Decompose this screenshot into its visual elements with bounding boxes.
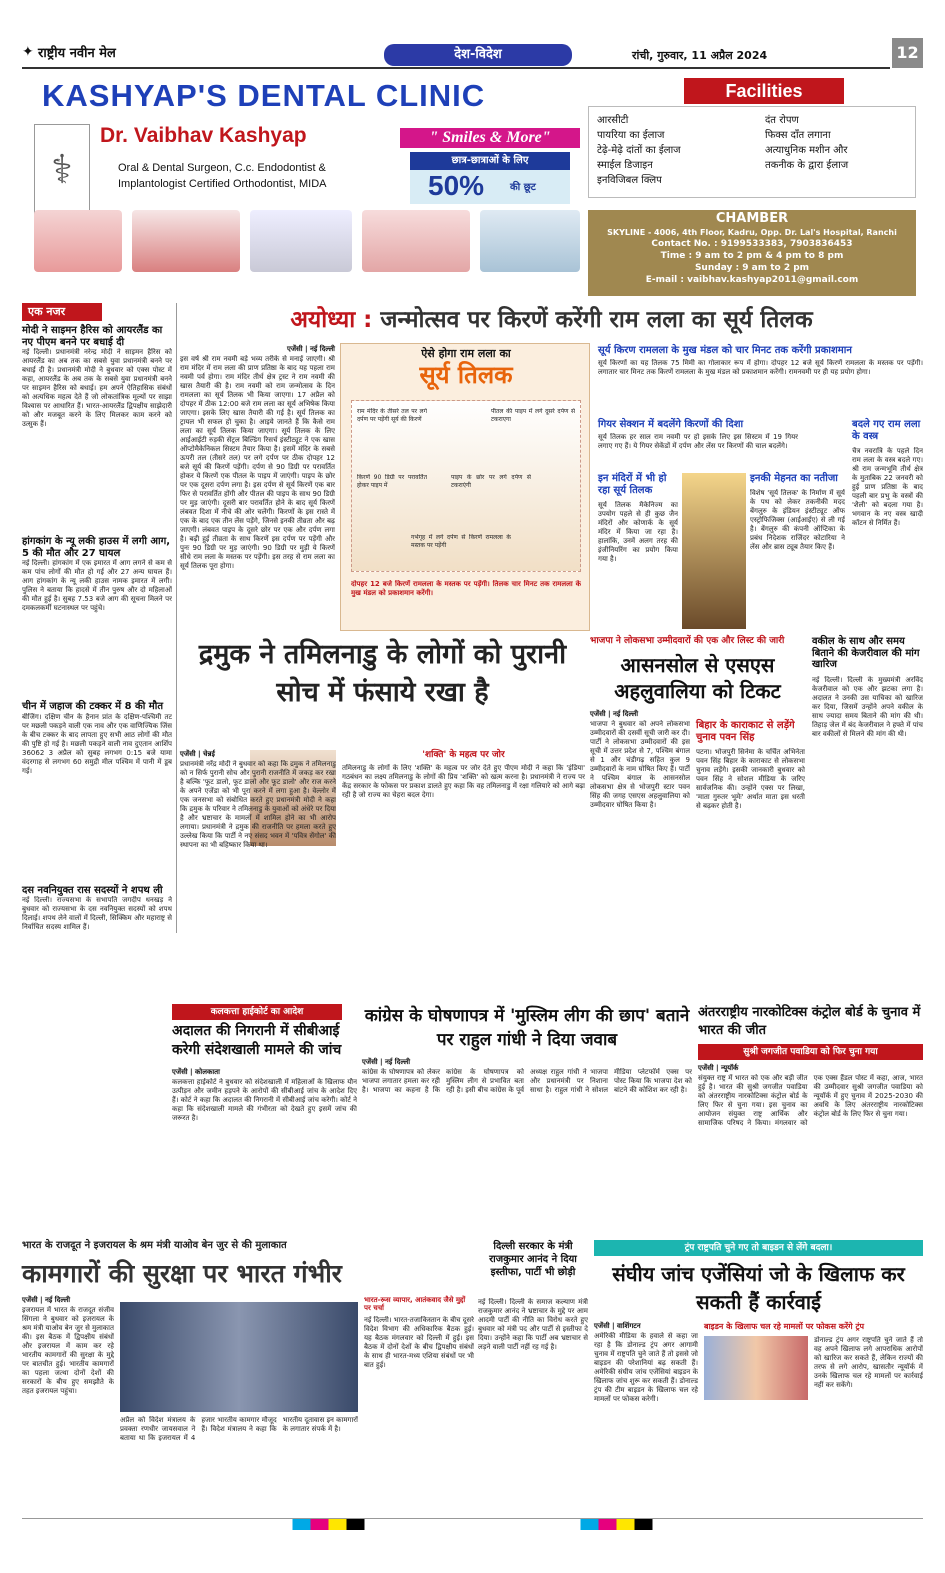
lead-kicker: अयोध्या : (290, 307, 373, 333)
sandeshkhali-body: कलकत्ता हाईकोर्ट ने बुधवार को संदेशखाली में महिलाओं के खिलाफ यौन उत्पीड़न और जमीन हड़पने के आरोपों की सीबीआई जांच के आदेश दिए हैं। कोर्ट ने कहा कि अदालत की निगरानी में सीबीआई जांच करेगी। कोर्ट ने कहा कि संदेशखाली मामले की गंभीरता को देखते हुए इसमें जांच की जरूरत है। (172, 1078, 357, 1122)
facility-item: स्माईल डिजाइन (597, 160, 653, 171)
sidebar-headline: दस नवनियुक्त रास सदस्यों ने शपथ ली (22, 884, 163, 896)
narcotics-kicker: सुश्री जगजीत पवाडिया को फिर चुना गया (698, 1044, 923, 1060)
sandeshkhali-headline: अदालत की निगरानी में सीबीआई करेगी संदेशखाली मामले की जांच (172, 1023, 342, 1058)
color-registration-bar (22, 1518, 923, 1530)
graphic-step: पाइप के छोर पर लगे दर्पण से टकराएंगी (451, 474, 531, 489)
discount-box (410, 152, 570, 204)
dental-photo-3 (250, 210, 352, 272)
tagline: " Smiles & More" (400, 128, 580, 148)
kejriwal-body: नई दिल्ली। दिल्ली के मुख्यमंत्री अरविंद केजरीवाल को एक और झटका लगा है। अदालत ने उनकी उस याचिका को खारिज कर दिया, जिसमें उन्होंने अपने वकील के साथ ज्यादा समय बिताने की मांग की थी। तिहाड़ जेल में बंद केजरीवाल ने हफ्ते में पांच बार वकीलों से मिलने की मांग की थी। (812, 676, 923, 738)
asansol-body: भाजपा ने बुधवार को अपने लोकसभा उम्मीदवारों की दसवीं सूची जारी कर दी। पार्टी ने लोकसभा उम्मीदवारों की इस सूची में उत्तर प्रदेश से 7, पश्चिम बंगाल से 1 और चंडीगढ़ सहित कुल 9 उम्मीदवारों के नाम घोषित किए हैं। पार्टी ने पश्चिम बंगाल के आसनसोल लोकसभा क्षेत्र से भोजपुरी स्टार पवन सिंह की जगह एसएस अहलुवालिया को उम्मीदवार घोषित किया है। (590, 720, 690, 809)
congress-dateline: एजेंसी | नई दिल्ली (362, 1058, 411, 1066)
ambassador-meeting-photo (120, 1302, 358, 1412)
pawan-singh-body: पटना। भोजपुरी सिनेमा के चर्चित अभिनेता पवन सिंह बिहार के काराकाट से लोकसभा चुनाव लड़ेंगे। इसकी जानकारी बुधवार को पवन सिंह ने सोशल मीडिया के जरिए सार्वजनिक की। उन्होंने एक्स पर लिखा, 'माता गुरुतर भूमेः' अर्थात माता इस धरती से बढ़कर होती है। (696, 748, 805, 810)
sidebar-headline: मोदी ने साइमन हैरिस को आयरलैंड का नए पीएम बनने पर बधाई दी (22, 325, 163, 348)
pawan-singh-head: बिहार के काराकाट से लड़ेंगे चुनाव पवन सिंह (696, 720, 795, 743)
trump-body: अमेरिकी मीडिया के हवाले से कहा जा रहा है कि डोनाल्ड ट्रंप अगर आगामी चुनाव में राष्ट्रपति चुने जाते हैं तो इससे जो बाइडन की परेशानियां बढ़ सकती हैं। अमेरिकी संघीय जांच एजेंसियां बाइडन के खिलाफ जांच शुरू कर सकती हैं। डोनाल्ड ट्रंप की टीम बाइडन के खिलाफ चल रहे मामलों पर फोकस करेगी। (594, 1332, 698, 1403)
rajkumar-story (478, 1240, 588, 1502)
israel-dateline: एजेंसी | नई दिल्ली (22, 1296, 71, 1304)
qualification-line-2: Implantologist Certified Orthodontist, MIDA (118, 178, 327, 190)
box1-head: गियर सेक्शन में बदलेंगे किरणों की दिशा (598, 419, 744, 430)
israel-headline: कामगारों की सुरक्षा पर भारत गंभीर (22, 1259, 342, 1288)
discount-suffix: की छूट (510, 182, 536, 193)
narcotics-story (698, 1004, 923, 1236)
facility-item: दंत रोपण (765, 115, 799, 126)
kejriwal-headline: वकील के साथ और समय बिताने की केजरीवाल की मांग खारिज (812, 636, 920, 670)
sandeshkhali-dateline: एजेंसी | कोलकाता (172, 1068, 220, 1076)
surya-tilak-graphic (340, 343, 590, 631)
box4-head: बदले गए राम लला के वस्त्र (852, 419, 921, 442)
trump-story (594, 1240, 923, 1502)
trump-subhead: बाइडन के खिलाफ चल रहे मामलों पर फोकस करेंगे ट्रंप (704, 1322, 865, 1331)
chamber-time: Time : 9 am to 2 pm & 4 pm to 8 pm (660, 250, 844, 261)
dental-photo-5 (480, 210, 580, 272)
lead-dateline: एजेंसी | नई दिल्ली (286, 345, 335, 353)
tajikistan-story (364, 1296, 474, 1502)
dmk-story (180, 636, 585, 998)
dmk-subhead: 'शक्ति' के महत्व पर जोर (422, 750, 505, 760)
congress-headline: कांग्रेस के घोषणापत्र में 'मुस्लिम लीग की छाप' बताने पर राहुल गांधी ने दिया जवाब (364, 1006, 690, 1050)
rajkumar-body: नई दिल्ली। दिल्ली के समाज कल्याण मंत्री राजकुमार आनंद ने भ्रष्टाचार के मुद्दे पर आम आदमी पार्टी की नीति का विरोध करते हुए बुधवार को मंत्री पद और पार्टी से इस्तीफा दे दिया। उन्होंने कहा कि पार्टी अब भ्रष्टाचार से लड़ने वाली पार्टी नहीं रह गई है। (478, 1298, 588, 1351)
biden-trump-photo (704, 1336, 808, 1400)
graphic-step: राम मंदिर के तीसरे तल पर लगे दर्पण पर पड़ेंगी सूर्य की किरणें (357, 408, 427, 423)
narcotics-dateline: एजेंसी | न्यूयॉर्क (698, 1064, 739, 1072)
dmk-body: प्रधानमंत्री नरेंद्र मोदी ने बुधवार को कहा कि द्रमुक ने तमिलनाडु को न सिर्फ पुरानी सोच और पुरानी राजनीति में जकड़ कर रखा है बल्कि 'फूट डालो, फूट डालो और फूट डालो' और राज करने के अपने एजेंडा को भी पूरा करने में लगा हुआ है। वेल्लोर में एक जनसभा को संबोधित करते हुए प्रधानमंत्री मोदी ने कहा कि द्रमुक के परिवार ने तमिलनाडु के युवाओं को अंधेरे पर दिया है और भ्रष्टाचार के मामलों में शामिल होने का भी आरोप लगाया। प्रधानमंत्री ने द्रमुक की राजनीति पर हमला करते हुए उल्लेख किया कि पार्टी ने नए संसद भवन में 'पवित्र सेंगोल' की स्थापना का भी बहिष्कार किया था। (180, 760, 336, 849)
paper-name: राष्ट्रीय नवीन मेल (38, 46, 116, 61)
facilities-list-right (765, 113, 915, 173)
trump-kicker: ट्रंप राष्ट्रपति चुने गए तो बाइडन से लेंगे बदला। (594, 1240, 923, 1256)
box3-head: इनकी मेहनत का नतीजा (750, 473, 838, 484)
facilities-title: Facilities (684, 78, 844, 104)
lead-headline (180, 303, 923, 337)
asansol-dateline: एजेंसी | नई दिल्ली (590, 710, 639, 718)
dental-photo-1 (34, 210, 122, 272)
box4-body: चैत्र नवरात्रि के पहले दिन राम लला के वस्त्र बदले गए। श्री राम जन्मभूमि तीर्थ क्षेत्र के मुताबिक 22 जनवरी को हुई प्राण प्रतिष्ठा के बाद पहली बार प्रभु के वस्त्रों की 'शैली' को बदला गया है। भगवान के नए वस्त्र खादी कॉटन से निर्मित हैं। (852, 447, 923, 527)
masthead (22, 38, 923, 68)
box2-body: सूर्य तिलक मैकेनिज्म का उपयोग पहले से ही कुछ जैन मंदिरों और कोणार्क के सूर्य मंदिर में किया जा रहा है। हालांकि, उनमें अलग तरह की इंजीनियरिंग का प्रयोग किया गया है। (598, 501, 678, 563)
graphic-step: पीतल की पाइप में लगे दूसरे दर्पण से टकराएगा (491, 408, 575, 423)
box3-body: विशेष 'सूर्य तिलक' के निर्माण में सूर्य के पथ को लेकर तकनीकी मदद बेंगलुरु के इंडियन इंस्टीट्यूट ऑफ एस्ट्रोफिजिक्स (आईआईए) से ली गई है। बेंगलुरु की कंपनी ऑप्टिका के प्रबंध निदेशक राजिंदर कोटारिया ने लेंस और ब्रास ट्यूब तैयार किए हैं। (750, 489, 845, 551)
israel-body: इजरायल में भारत के राजदूत संजीव सिंगला ने बुधवार को इजरायल के श्रम मंत्री याओव बेन जुर से मुलाकात की। इस बैठक में द्विपक्षीय संबंधों और इजरायल में काम कर रहे भारतीय कामगारों की सुरक्षा के मुद्दे पर बातचीत हुई। भारतीय कामगारों का पहला जत्था दोनों देशों की सरकारों के बीच हुए समझौते के तहत इजरायल पहुंचा। (22, 1306, 114, 1395)
graphic-step: गर्भगृह में लगे दर्पण से किरणें रामलला के मस्तक पर पड़ेंगी (411, 534, 511, 549)
facility-item: आरसीटी (597, 115, 629, 126)
dmk-dateline: एजेंसी | चेन्नई (180, 750, 215, 758)
lead-right-body: सूर्य किरणों का यह तिलक 75 मिमी का गोलाकार रूप में होगा। दोपहर 12 बजे सूर्य किरणें रामलला के मस्तक पर पड़ेंगी। लगातार चार मिनट तक किरणें रामलला के मुख मंडल को प्रकाशमान करेंगी। रामनवमी पर ही यह प्रयोग होगा। (598, 359, 923, 376)
facility-item: टेढ़े-मेढ़े दांतों का ईलाज (597, 145, 681, 156)
lead-body: इस वर्ष श्री राम नवमी बड़े भव्य तरीके से मनाई जाएगी। श्री राम मंदिर में राम लला की प्राण प्रतिष्ठा के बाद यह पहला राम नवमी पर्व होगा। राम मंदिर तीर्थ क्षेत्र ट्रस्ट ने राम नवमी की खास तैयारी की है। राम नवमी को राम जन्मोत्सव के दिन रामलला का सूर्य तिलक भी किया जाएगा। 17 अप्रैल को दोपहर में ठीक 12:00 बजे राम लला का सूर्य अभिषेक किया जाएगा। इसके लिए खास तैयारी की गई है। सूर्य तिलक का ट्रायल भी सफल हो चुका है। आइये जानते हैं कि कैसे राम लला का सूर्य तिलक किया जाएगा। सूर्य तिलक के लिए आईआईटी रुड़की सेंट्रल बिल्डिंग रिसर्च इंस्टीट्यूट ने एक खास ऑप्टोमैकेनिकल सिस्टम तैयार किया है। इसमें मंदिर के सबसे ऊपरी तल (तीसरे तल) पर लगे दर्पण पर ठीक दोपहर 12 बजे सूर्य की किरणें पड़ेंगी। दर्पण से 90 डिग्री पर परावर्तित होकर ये किरणें एक पीतल के पाइप में जाएंगी। पाइप के छोर पर एक दूसरा दर्पण लगा है। इस दर्पण से सूर्य किरणें एक बार फिर से परावर्तित होंगी और पीतल की पाइप के साथ 90 डिग्री पर मुड़ जाएंगी। दूसरी बार परावर्तित होने के बाद सूर्य किरणें लंबवत दिशा में नीचे की ओर चलेंगी। किरणों के इस रास्ते में एक के बाद एक तीन लेंस पड़ेंगे, जिनसे इनकी तीव्रता और बढ़ जाएगी। लंबवत पाइप के दूसरे छोर पर एक और दर्पण लगा है। बढ़ी हुई तीव्रता के साथ किरणें इस दर्पण पर पड़ेंगी और पुनः 90 डिग्री पर मुड़ जाएंगी। 90 डिग्री पर मुड़ी ये किरणें सीधे राम लला के मस्तक पर पड़ेंगी। इस तरह से राम लला का सूर्य तिलक पूरा होगा। (180, 355, 335, 570)
chamber-address: SKYLINE - 4006, 4th Floor, Kadru, Opp. Dr. Lal's Hospital, Ranchi (607, 227, 897, 237)
rajkumar-headline: दिल्ली सरकार के मंत्री राजकुमार आनंद ने दिया इस्तीफा, पार्टी भी छोड़ी (489, 1241, 577, 1278)
graphic-caption: दोपहर 12 बजे किरणें रामलला के मस्तक पर पड़ेंगी। तिलक चार मिनट तक रामलला के मुख मंडल को प्रकाशमान करेंगी। (351, 580, 581, 597)
box2-head: इन मंदिरों में भी हो रहा सूर्य तिलक (598, 473, 667, 496)
trump-headline: संघीय जांच एजेंसियां जो के खिलाफ कर सकती हैं कार्रवाई (612, 1262, 905, 1314)
kejriwal-story (812, 636, 923, 998)
sandeshkhali-kicker: कलकत्ता हाईकोर्ट का आदेश (172, 1004, 342, 1020)
dental-clinic-ad (22, 72, 923, 298)
congress-story (362, 1004, 692, 1236)
sidebar-body: बीजिंग। दक्षिण चीन के हैनान प्रांत के दक्षिण-पश्चिमी तट पर मछली पकड़ने वाली एक नाव और एक वाणिज्यिक जिंस के बीच टक्कर के बाद लापता हुए सभी आठ लोगों की मौत की पुष्टि हो गई है। मछली पकड़ने वाली नाव दुएतान आर्शिप 36062 3 अप्रैल को सुबह लगभग 0:15 बजे यामा वंदरगाह से लगभग 60 समुद्री मील पश्चिम में पानी में डूब गई। (22, 712, 172, 775)
tajikistan-body: नई दिल्ली। भारत-तजाकिस्तान के बीच दूसरे विदेश विभाग की अधिकारिक बैठक हुई। यह बैठक मंगलवार को दिल्ली में हुई। इस बैठक में दोनों देशों के बीच द्विपक्षीय संबंधों के साथ ही भारत-मध्य एशिया संबंधों पर भी बात हुई। (364, 1316, 474, 1369)
congress-body: कांग्रेस के घोषणापत्र को लेकर भाजपा लगातार हमला कर रही है। भाजपा का कहना है कि कांग्रेस के घोषणापत्र को मुस्लिम लीग से प्रभावित बता रही है। इसी बीच कांग्रेस के पूर्व अध्यक्ष राहुल गांधी ने भाजपा और प्रधानमंत्री पर निशाना साधा है। राहुल गांधी ने सोशल मीडिया प्लेटफॉर्म एक्स पर पोस्ट किया कि भाजपा देश को बांटने की कोशिश कर रही है। (362, 1068, 692, 1094)
asansol-headline: आसनसोल से एसएस अहलुवालिया को टिकट (614, 653, 781, 703)
facilities-list-left (597, 113, 757, 188)
sidebar-divider (176, 303, 177, 933)
facility-item: फिक्स दाँत लगाना (765, 130, 831, 141)
bird-logo-icon: ✦ (22, 44, 34, 60)
facility-item: इनविजिबल क्लिप (597, 175, 662, 186)
doctor-name: Dr. Vaibhav Kashyap (100, 124, 307, 147)
qualification-line-1: Oral & Dental Surgeon, C.c. Endodontist & (118, 162, 326, 174)
asansol-story (590, 636, 805, 998)
sidebar-headline: चीन में जहाज की टक्कर में 8 की मौत (22, 701, 164, 712)
discount-value: 50% (428, 170, 485, 201)
sidebar-body: नई दिल्ली। हांगकांग में एक इमारत में आग लगने से कम से कम पांच लोगों की मौत हो गई और 27 अन्य घायल हैं। आग हांगकांग के न्यू लकी हाउस नामक इमारत में लगी। पुलिस ने बताया कि हादसे में तीन पुरुष और दो महिलाओं की मौत हुई है। सुबह 7.53 बजे आग की सूचना मिलने पर दमकलकर्मी घटनास्थल पर पहुंचे। (22, 559, 172, 612)
graphic-title-1: ऐसे होगा राम लला का (421, 347, 511, 360)
sidebar-headline: हांगकांग के न्यू लकी हाउस में लगी आग, 5 की मौत और 27 घायल (22, 536, 171, 559)
discount-label: छात्र-छात्राओं के लिए (410, 152, 570, 170)
trump-dateline: एजेंसी | वाशिंगटन (594, 1322, 641, 1330)
ram-lalla-idol-image (682, 473, 746, 629)
graphic-step: किरणें 90 डिग्री पर परावर्तित होकर पाइप में (357, 474, 427, 489)
graphic-title-2: सूर्य तिलक (419, 361, 513, 389)
dental-photo-4 (362, 210, 470, 272)
trump-body-2: डोनाल्ड ट्रंप अगर राष्ट्रपति चुने जाते हैं तो वह अपने खिलाफ लगे आपराधिक आरोपों को खारिज कर सकते हैं, लेकिन राज्यों की तरफ से लगे आरोप, खासतौर न्यूयॉर्क में उनके खिलाफ चल रहे मामलों पर कार्रवाई नहीं कर सकेंगे। (814, 1336, 923, 1389)
israel-kicker: भारत के राजदूत ने इजरायल के श्रम मंत्री याओव बेन जुर से की मुलाकात (22, 1240, 287, 1251)
narcotics-body: संयुक्त राष्ट्र में भारत को एक और बड़ी जीत हुई है। भारत की सुश्री जगजीत पवाडिया को अंतरराष्ट्रीय नारकोटिक्स कंट्रोल बोर्ड के लिए फिर से चुना गया। इस चुनाव का आयोजन संयुक्त राष्ट्र आर्थिक और सामाजिक परिषद ने किया। मंगलवार को एक एक्स हैंडल पोस्ट में कहा, आज, भारत की उम्मीदवार सुश्री जगजीत पवाडिया को न्यूयॉर्क में हुए चुनाव में 2025-2030 की अवधि के लिए अंतरराष्ट्रीय नारकोटिक्स कंट्रोल बोर्ड के लिए फिर से चुना गया। (698, 1074, 923, 1127)
box1-body: सूर्य तिलक हर साल राम नवमी पर हो इसके लिए इस सिस्टम में 19 गियर लगाए गए हैं। ये गियर सेकेंडों में दर्पण और लेंस पर किरणों की चाल बदलेंगे। (598, 433, 798, 450)
facility-item: तकनीक के द्वारा ईलाज (765, 160, 849, 171)
sandeshkhali-story (22, 1004, 357, 1236)
dateline: रांची, गुरुवार, 11 अप्रैल 2024 (632, 49, 768, 62)
page-number: 12 (892, 38, 923, 68)
lead-story (180, 303, 923, 633)
sidebar-label: एक नजर (22, 303, 102, 321)
chamber-contact: Contact No. : 9199533383, 7903836453 (651, 238, 853, 249)
lead-headline-text: जन्मोत्सव पर किरणें करेंगी राम लला का सूर्य तिलक (380, 307, 813, 333)
lead-right-head: सूर्य किरण रामलला के मुख मंडल को चार मिनट तक करेंगी प्रकाशमान (598, 345, 852, 356)
dmk-body-2: तमिलनाडु के लोगों के लिए 'शक्ति' के महत्व पर जोर देते हुए पीएम मोदी ने कहा कि 'इंडिया' गठबंधन का लक्ष्य तमिलनाडु के लोगों की प्रिय 'शक्ति' को खत्म करना है। प्रधानमंत्री ने राज्य पर केंद्र सरकार के फोकस पर प्रकाश डालते हुए कहा कि वह तमिलनाडु में रक्षा गलियारे को आगे बढ़ा रही है जो राज्य का चेहरा बदल देगा। (342, 764, 585, 799)
chamber-title: CHAMBER (715, 211, 789, 226)
dental-photo-2 (132, 210, 240, 272)
masthead-rule (22, 67, 890, 69)
israel-body-2: अप्रैल को विदेश मंत्रालय के प्रवक्ता रणधीर जायसवाल ने बताया था कि इजरायल में 4 हजार भारतीय कामगार मौजूद हैं। विदेश मंत्रालय ने कहा कि भारतीय दूतावास इन कामगारों के लगातार संपर्क में है। (120, 1416, 358, 1442)
section-label: देश-विदेश (384, 44, 572, 66)
facilities-box (588, 106, 916, 198)
sidebar-body: नई दिल्ली। राज्यसभा के सभापति जगदीप धनखड़ ने बुधवार को राज्यसभा के दस नवनियुक्त सदस्यों को शपथ दिलाई। शपथ लेने वालों में दिल्ली, सिक्किम और महाराष्ट्र से निर्वाचित सदस्य शामिल हैं। (22, 896, 172, 931)
narcotics-headline: अंतरराष्ट्रीय नारकोटिक्स कंट्रोल बोर्ड के चुनाव में भारत की जीत (698, 1005, 921, 1038)
chamber-box (588, 210, 916, 296)
chamber-email: E-mail : vaibhav.kashyap2011@gmail.com (645, 274, 859, 285)
clinic-name: KASHYAP'S DENTAL CLINIC (42, 78, 486, 113)
asansol-kicker: भाजपा ने लोकसभा उम्मीदवारों की एक और लिस्ट की जारी (590, 636, 785, 646)
chamber-sunday: Sunday : 9 am to 2 pm (694, 262, 810, 273)
facility-item: अत्याधुनिक मशीन और (765, 145, 848, 156)
facility-item: पायरिया का ईलाज (597, 130, 665, 141)
caduceus-icon: ⚕ (34, 124, 90, 214)
tajikistan-kicker: भारत-रूस व्यापार, आतंकवाद जैसे मुद्दों पर चर्चा (364, 1296, 466, 1313)
sidebar-body: नई दिल्ली। प्रधानमंत्री नरेन्द्र मोदी ने साइमन हैरिस को आयरलैंड का अब तक का सबसे युवा प्रधानमंत्री बनने पर बधाई दी है। प्रधानमंत्री मोदी ने बुधवार को एक्स पोस्ट में कहा, आयरलैंड के अब तक के सबसे युवा प्रधानमंत्री बनने पर साइमन हैरिस को बधाई। हम अपने ऐतिहासिक संबंधों को अत्यधिक महत्व देते हैं जो लोकतांत्रिक मूल्यों पर साझा विश्वास पर आधारित हैं। भारत-आयरलैंड द्विपक्षीय साझेदारी को और मजबूत करने के लिए मिलकर काम करने को उत्सुक हैं। (22, 348, 172, 428)
dmk-headline: द्रमुक ने तमिलनाडु के लोगों को पुरानी सोच में फंसाये रखा है (198, 639, 567, 708)
